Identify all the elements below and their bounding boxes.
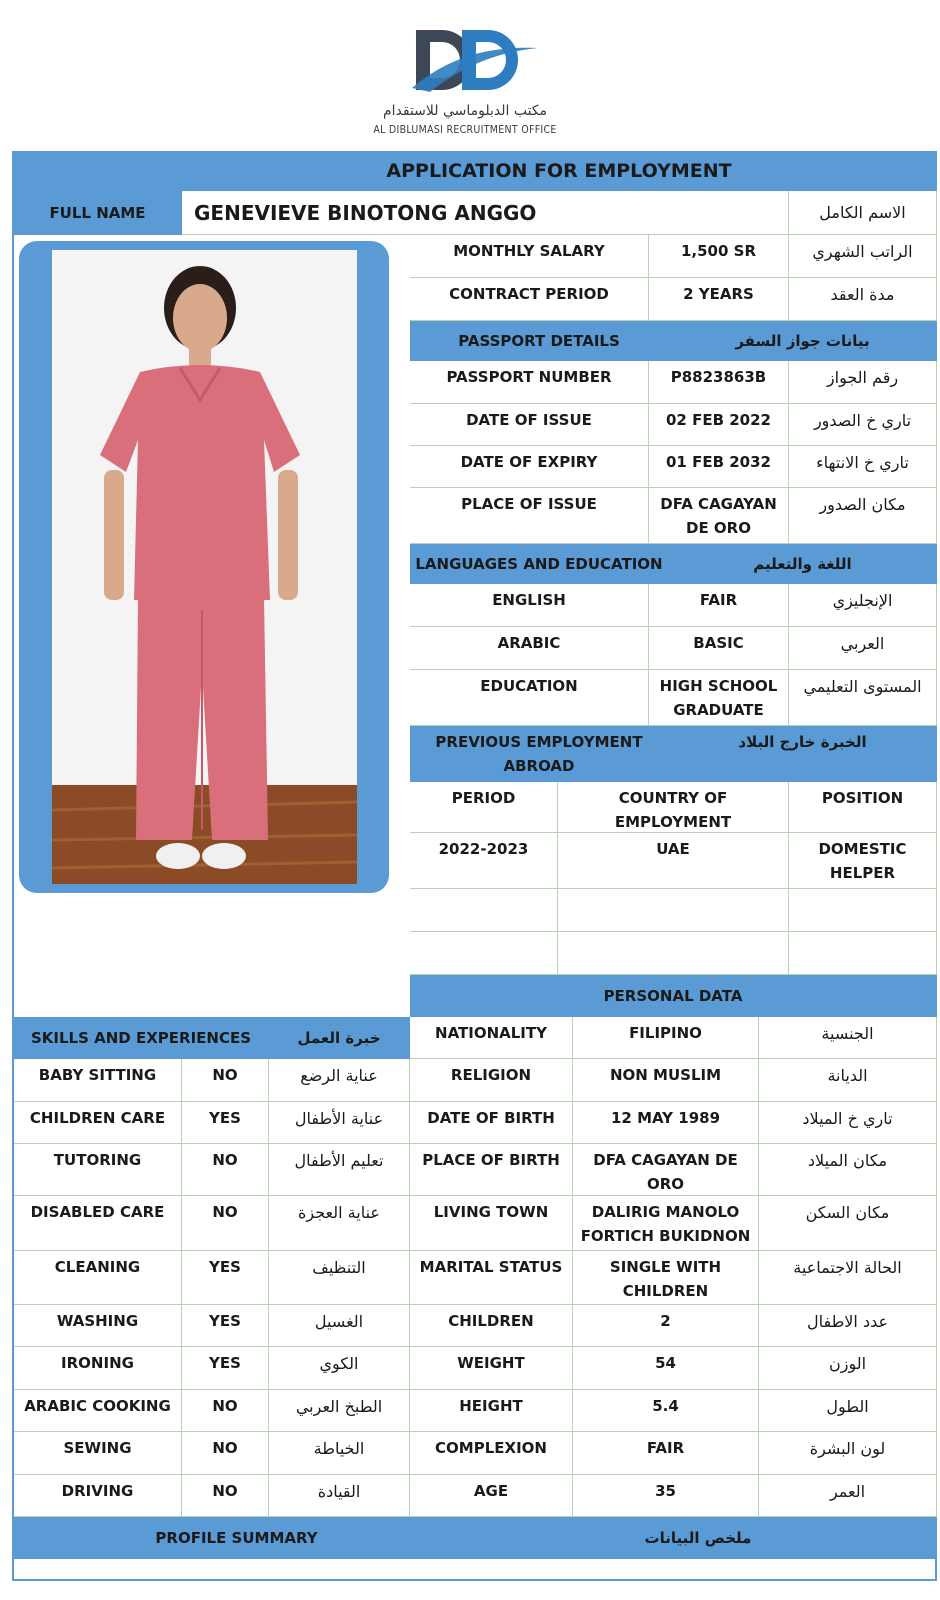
skill-row-1-label: CHILDREN CARE: [14, 1102, 182, 1144]
personal-row-1-value: NON MUSLIM: [573, 1059, 759, 1102]
skill-row-1-value: YES: [182, 1102, 269, 1144]
language-row-2-label: EDUCATION: [410, 670, 649, 726]
language-row-0-label-ar: الإنجليزي: [789, 584, 937, 627]
skill-row-2-label: TUTORING: [14, 1144, 182, 1196]
photo-frame: [19, 241, 389, 893]
language-row-0-label: ENGLISH: [410, 584, 649, 627]
personal-row-5-value: SINGLE WITH CHILDREN: [573, 1251, 759, 1305]
personal-row-10-label: AGE: [410, 1475, 573, 1517]
skill-row-0-value: NO: [182, 1059, 269, 1102]
passport-heading: PASSPORT DETAILS: [410, 321, 669, 361]
passport-row-2-label: DATE OF EXPIRY: [410, 446, 649, 488]
skill-row-6-value: YES: [182, 1347, 269, 1390]
personal-row-3-label: PLACE OF BIRTH: [410, 1144, 573, 1196]
passport-row-0-label: PASSPORT NUMBER: [410, 361, 649, 404]
skill-row-7-label-ar: الطبخ العربي: [269, 1390, 410, 1432]
language-row-1-label-ar: العربي: [789, 627, 937, 670]
personal-row-0-label: NATIONALITY: [410, 1017, 573, 1059]
skill-row-0-label-ar: عناية الرضع: [269, 1059, 410, 1102]
passport-row-3-label: PLACE OF ISSUE: [410, 488, 649, 544]
skill-row-6-label-ar: الكوي: [269, 1347, 410, 1390]
skill-row-7-label: ARABIC COOKING: [14, 1390, 182, 1432]
brand-english: AL DIBLUMASI RECRUITMENT OFFICE: [373, 124, 557, 136]
skill-row-5-value: YES: [182, 1305, 269, 1347]
employment-heading: PREVIOUS EMPLOYMENT ABROAD: [410, 726, 669, 782]
skill-row-4-value: YES: [182, 1251, 269, 1305]
personal-row-10-value: 35: [573, 1475, 759, 1517]
personal-row-3-label-ar: مكان الميلاد: [759, 1144, 937, 1196]
skill-row-8-label-ar: الخياطة: [269, 1432, 410, 1475]
language-row-2-label-ar: المستوى التعليمي: [789, 670, 937, 726]
personal-row-9-label-ar: لون البشرة: [759, 1432, 937, 1475]
employment-cell: UAE: [558, 833, 789, 889]
employment-cell: [410, 932, 558, 975]
skill-row-3-value: NO: [182, 1196, 269, 1251]
language-row-1-label: ARABIC: [410, 627, 649, 670]
language-row-1-value: BASIC: [649, 627, 789, 670]
applicant-photo: [52, 250, 357, 884]
skill-row-2-value: NO: [182, 1144, 269, 1196]
skill-row-9-value: NO: [182, 1475, 269, 1517]
skill-row-1-label-ar: عناية الأطفال: [269, 1102, 410, 1144]
personal-row-7-label: WEIGHT: [410, 1347, 573, 1390]
skills-heading-ar: خبرة العمل: [269, 1017, 410, 1059]
personal-row-8-label-ar: الطول: [759, 1390, 937, 1432]
skill-row-4-label: CLEANING: [14, 1251, 182, 1305]
employment-cell: [410, 889, 558, 932]
personal-row-4-value: DALIRIG MANOLO FORTICH BUKIDNON: [573, 1196, 759, 1251]
employment-cell: [789, 889, 937, 932]
applicant-figure-icon: [52, 250, 357, 884]
personal-row-2-value: 12 MAY 1989: [573, 1102, 759, 1144]
employment-col-2: POSITION: [789, 782, 937, 833]
personal-row-2-label-ar: تاري خ الميلاد: [759, 1102, 937, 1144]
language-row-0-value: FAIR: [649, 584, 789, 627]
personal-row-6-value: 2: [573, 1305, 759, 1347]
personal-row-9-value: FAIR: [573, 1432, 759, 1475]
job-row-0-label-ar: الراتب الشهري: [789, 235, 937, 278]
job-row-1-label: CONTRACT PERIOD: [410, 278, 649, 321]
skills-heading: SKILLS AND EXPERIENCES: [14, 1017, 269, 1059]
full-name-label: FULL NAME: [14, 191, 182, 235]
language-row-2-value: HIGH SCHOOL GRADUATE: [649, 670, 789, 726]
job-row-1-label-ar: مدة العقد: [789, 278, 937, 321]
employment-cell: [558, 889, 789, 932]
skill-row-9-label-ar: القيادة: [269, 1475, 410, 1517]
passport-row-2-label-ar: تاري خ الانتهاء: [789, 446, 937, 488]
full-name-value: GENEVIEVE BINOTONG ANGGO: [182, 191, 789, 235]
form-title: APPLICATION FOR EMPLOYMENT: [182, 153, 937, 191]
employment-cell: 2022-2023: [410, 833, 558, 889]
personal-row-5-label: MARITAL STATUS: [410, 1251, 573, 1305]
personal-row-10-label-ar: العمر: [759, 1475, 937, 1517]
passport-row-0-label-ar: رقم الجواز: [789, 361, 937, 404]
personal-heading: PERSONAL DATA: [410, 975, 937, 1017]
passport-row-3-label-ar: مكان الصدور: [789, 488, 937, 544]
employment-cell: [789, 932, 937, 975]
header: [0, 0, 940, 150]
personal-row-6-label-ar: عدد الاطفال: [759, 1305, 937, 1347]
personal-row-3-value: DFA CAGAYAN DE ORO: [573, 1144, 759, 1196]
personal-row-6-label: CHILDREN: [410, 1305, 573, 1347]
application-form: [12, 151, 937, 1581]
passport-row-0-value: P8823863B: [649, 361, 789, 404]
skill-row-3-label: DISABLED CARE: [14, 1196, 182, 1251]
job-row-0-value: 1,500 SR: [649, 235, 789, 278]
personal-row-9-label: COMPLEXION: [410, 1432, 573, 1475]
passport-row-3-value: DFA CAGAYAN DE ORO: [649, 488, 789, 544]
languages-heading: LANGUAGES AND EDUCATION: [410, 544, 669, 584]
profile-summary-heading: PROFILE SUMMARY: [14, 1517, 460, 1559]
employment-heading-ar: الخبرة خارج البلاد: [669, 726, 937, 782]
skill-row-9-label: DRIVING: [14, 1475, 182, 1517]
skill-row-7-value: NO: [182, 1390, 269, 1432]
skill-row-0-label: BABY SITTING: [14, 1059, 182, 1102]
passport-heading-ar: بيانات جواز السفر: [669, 321, 937, 361]
passport-row-1-label-ar: تاري خ الصدور: [789, 404, 937, 446]
passport-row-1-label: DATE OF ISSUE: [410, 404, 649, 446]
personal-row-7-label-ar: الوزن: [759, 1347, 937, 1390]
employment-cell: [558, 932, 789, 975]
skill-row-5-label: WASHING: [14, 1305, 182, 1347]
personal-row-4-label-ar: مكان السكن: [759, 1196, 937, 1251]
personal-row-2-label: DATE OF BIRTH: [410, 1102, 573, 1144]
full-name-label-ar: الاسم الكامل: [789, 191, 937, 235]
job-row-1-value: 2 YEARS: [649, 278, 789, 321]
skill-row-4-label-ar: التنظيف: [269, 1251, 410, 1305]
agency-logo-icon: [410, 26, 540, 96]
passport-row-2-value: 01 FEB 2032: [649, 446, 789, 488]
employment-col-1: COUNTRY OF EMPLOYMENT: [558, 782, 789, 833]
personal-row-4-label: LIVING TOWN: [410, 1196, 573, 1251]
skill-row-8-value: NO: [182, 1432, 269, 1475]
passport-row-1-value: 02 FEB 2022: [649, 404, 789, 446]
personal-row-1-label: RELIGION: [410, 1059, 573, 1102]
profile-summary-heading-ar: ملخص البيانات: [460, 1517, 937, 1559]
skill-row-6-label: IRONING: [14, 1347, 182, 1390]
personal-row-1-label-ar: الديانة: [759, 1059, 937, 1102]
employment-cell: DOMESTIC HELPER: [789, 833, 937, 889]
languages-heading-ar: اللغة والتعليم: [669, 544, 937, 584]
personal-row-5-label-ar: الحالة الاجتماعية: [759, 1251, 937, 1305]
skill-row-3-label-ar: عناية العجزة: [269, 1196, 410, 1251]
skill-row-8-label: SEWING: [14, 1432, 182, 1475]
skill-row-2-label-ar: تعليم الأطفال: [269, 1144, 410, 1196]
employment-col-0: PERIOD: [410, 782, 558, 833]
skill-row-5-label-ar: الغسيل: [269, 1305, 410, 1347]
personal-row-8-value: 5.4: [573, 1390, 759, 1432]
job-row-0-label: MONTHLY SALARY: [410, 235, 649, 278]
personal-row-7-value: 54: [573, 1347, 759, 1390]
personal-row-8-label: HEIGHT: [410, 1390, 573, 1432]
personal-row-0-label-ar: الجنسية: [759, 1017, 937, 1059]
personal-row-0-value: FILIPINO: [573, 1017, 759, 1059]
brand-arabic: مكتب الدبلوماسي للاستقدام: [382, 103, 548, 119]
